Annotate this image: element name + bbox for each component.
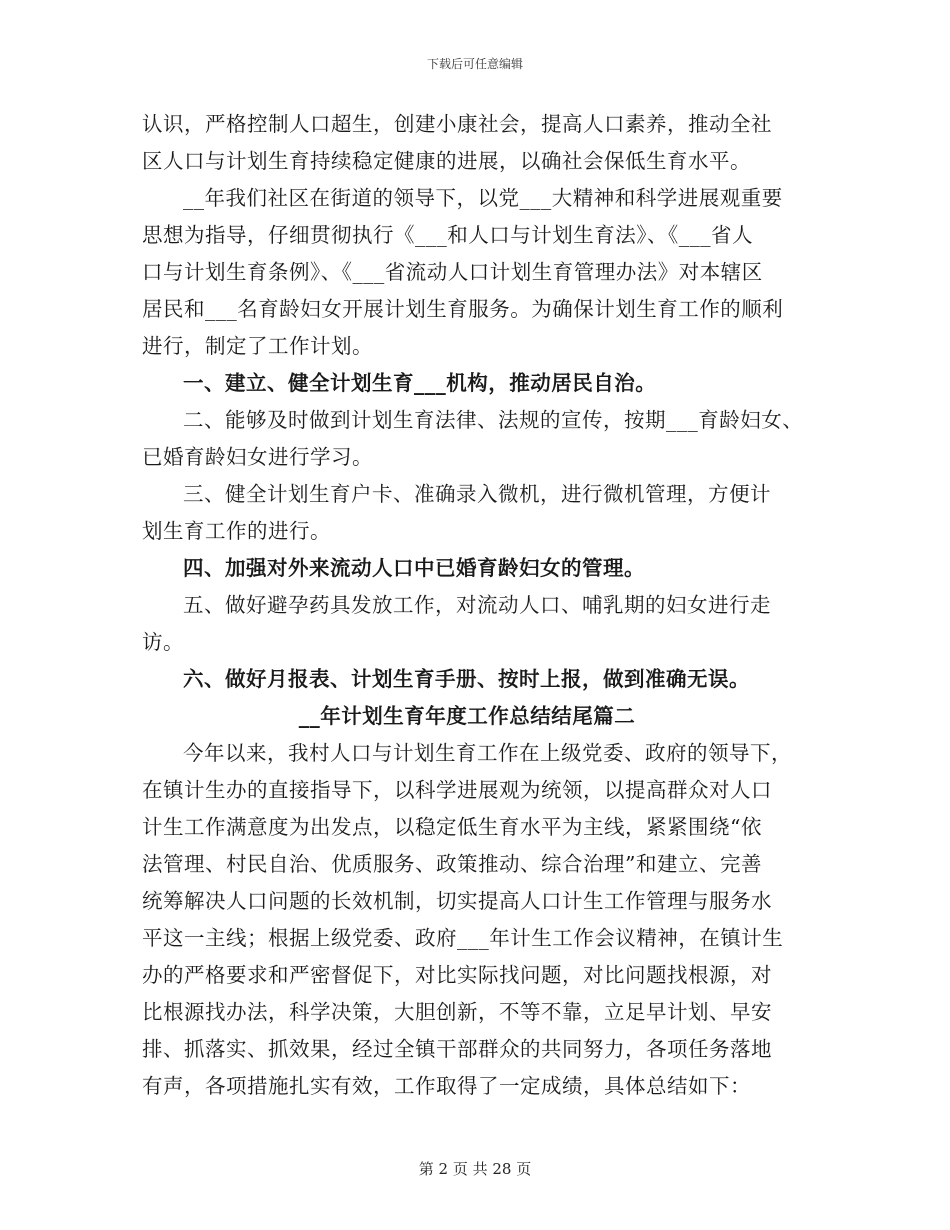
page-header-note: 下载后可任意编辑 xyxy=(426,57,523,71)
paragraph-line: 在镇计生办的直接指导下，以科学进展观为统领，以提高群众对人口 xyxy=(142,778,772,802)
paragraph-line: 办的严格要求和严密督促下，对比实际找问题，对比问题找根源，对 xyxy=(142,963,772,987)
paragraph-line: 法管理、村民自治、优质服务、政策推动、综合治理”和建立、完善 xyxy=(142,852,762,876)
paragraph-line: 区人口与计划生育持续稳定健康的进展，以确社会保低生育水平。 xyxy=(142,149,751,173)
section-heading-6: 六、做好月报表、计划生育手册、按时上报，做到准确无误。 xyxy=(183,667,750,691)
paragraph-line: 访。 xyxy=(142,630,184,654)
paragraph-line: 口与计划生育条例》、《___省流动人口计划生育管理办法》对本辖区 xyxy=(142,260,763,284)
paragraph-line: 划生育工作的进行。 xyxy=(142,519,331,543)
paragraph-line: 二、能够及时做到计划生育法律、法规的宣传，按期___育龄妇女、 xyxy=(183,408,804,432)
paragraph-line: 排、抓落实、抓效果，经过全镇干部群众的共同努力，各项任务落地 xyxy=(142,1037,772,1061)
paragraph-line: 有声，各项措施扎实有效，工作取得了一定成绩，具体总结如下： xyxy=(142,1074,751,1098)
paragraph-line: 计生工作满意度为出发点，以稳定低生育水平为主线，紧紧围绕“依 xyxy=(142,815,762,839)
paragraph-line: 思想为指导，仔细贯彻执行《___和人口与计划生育法》、《___省人 xyxy=(142,223,753,247)
paragraph-line: 统筹解决人口问题的长效机制，切实提高人口计生工作管理与服务水 xyxy=(142,889,772,913)
paragraph-line: 已婚育龄妇女进行学习。 xyxy=(142,445,373,469)
document-body xyxy=(142,106,832,1105)
paragraph-line: 进行，制定了工作计划。 xyxy=(142,334,373,358)
paragraph-line: __年我们社区在街道的领导下，以党___大精神和科学进展观重要 xyxy=(183,186,783,210)
page-number-footer: 第 2 页 共 28 页 xyxy=(418,1160,532,1178)
article-title: __年计划生育年度工作总结结尾篇二 xyxy=(298,704,636,728)
paragraph-line: 居民和___名育龄妇女开展计划生育服务。为确保计划生育工作的顺利 xyxy=(142,297,784,321)
paragraph-line: 五、做好避孕药具发放工作，对流动人口、哺乳期的妇女进行走 xyxy=(183,593,771,617)
paragraph-line: 今年以来，我村人口与计划生育工作在上级党委、政府的领导下， xyxy=(183,741,792,765)
section-heading-4: 四、加强对外来流动人口中已婚育龄妇女的管理。 xyxy=(183,556,645,580)
paragraph-line: 比根源找办法，科学决策，大胆创新，不等不靠，立足早计划、早安 xyxy=(142,1000,772,1024)
section-heading-1: 一、建立、健全计划生育___机构，推动居民自治。 xyxy=(183,371,657,395)
paragraph-line: 认识，严格控制人口超生，创建小康社会，提高人口素养，推动全社 xyxy=(142,112,772,136)
paragraph-line: 平这一主线；根据上级党委、政府___年计生工作会议精神，在镇计生 xyxy=(142,926,784,950)
paragraph-line: 三、健全计划生育户卡、准确录入微机，进行微机管理，方便计 xyxy=(183,482,771,506)
